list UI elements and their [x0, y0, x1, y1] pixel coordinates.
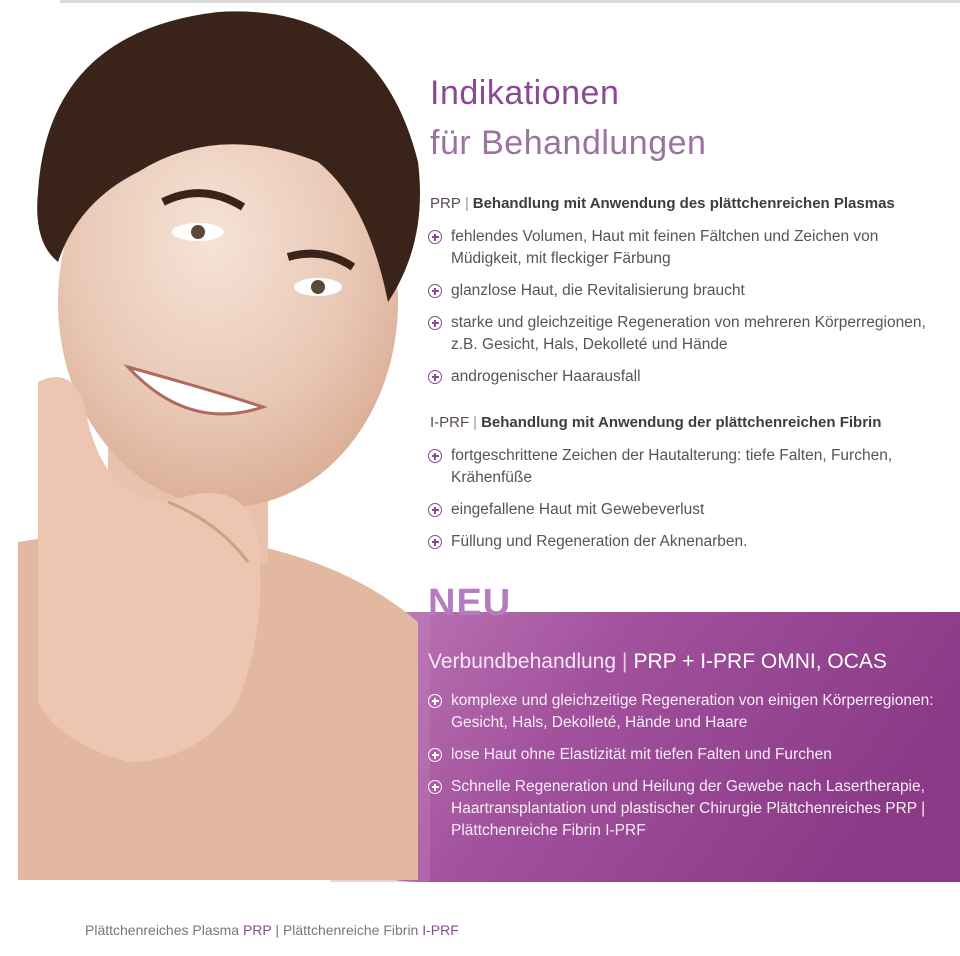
- list-item-text: glanzlose Haut, die Revitalisierung braucht: [451, 282, 745, 299]
- plus-circle-icon: [428, 535, 442, 549]
- list-item: [428, 690, 948, 734]
- footer-mark2: I-PRF: [422, 922, 459, 938]
- page-title-line1: Indikationen: [430, 74, 620, 112]
- new-badge: NEU: [428, 582, 512, 624]
- combo-section-heading: [428, 650, 887, 674]
- footer-caption: [85, 922, 459, 938]
- list-item: [428, 776, 948, 842]
- footer-mark1: PRP: [242, 922, 272, 938]
- iprf-section-heading: [430, 414, 881, 431]
- plus-circle-icon: [428, 230, 442, 244]
- list-item-text: Schnelle Regeneration und Heilung der Gewebe nach Lasertherapie, Haartransplantation und plastischer Chirurgie Plättchenreiches PRP | Plättchenreiche Fibrin I-PRF: [451, 778, 926, 839]
- list-item: [428, 445, 948, 489]
- list-item: [428, 280, 948, 302]
- plus-circle-icon: [428, 370, 442, 384]
- iprf-separator: |: [473, 414, 478, 431]
- list-item: [428, 366, 948, 388]
- list-item: [428, 531, 948, 553]
- plus-circle-icon: [428, 503, 442, 517]
- combo-separator: |: [622, 650, 628, 673]
- footer-part2: Plättchenreiche Fibrin: [282, 922, 423, 938]
- plus-circle-icon: [428, 449, 442, 463]
- list-item-text: fehlendes Volumen, Haut mit feinen Fältchen und Zeichen von Müdigkeit, mit fleckiger Färbung: [451, 228, 879, 267]
- list-item-text: eingefallene Haut mit Gewebeverlust: [451, 501, 705, 518]
- plus-circle-icon: [428, 748, 442, 762]
- plus-circle-icon: [428, 694, 442, 708]
- footer-part1: Plättchenreiches Plasma: [85, 922, 243, 938]
- combo-highlight: PRP + I-PRF OMNI, OCAS: [633, 650, 887, 673]
- list-item: [428, 312, 948, 356]
- combo-indication-list: [428, 690, 948, 852]
- list-item: [428, 744, 948, 766]
- plus-circle-icon: [428, 316, 442, 330]
- iprf-indication-list: [428, 445, 948, 563]
- list-item-text: starke und gleichzeitige Regeneration von mehreren Körperregionen, z.B. Gesicht, Hals, Dekolleté und Hände: [451, 314, 926, 353]
- prp-section-heading: [430, 195, 895, 212]
- list-item-text: komplexe und gleichzeitige Regeneration von einigen Körperregionen: Gesicht, Hals, Dekolleté, Hände und Haare: [451, 692, 934, 731]
- list-item-text: androgenischer Haarausfall: [451, 368, 641, 385]
- list-item-text: fortgeschrittene Zeichen der Hautalterung: tiefe Falten, Furchen, Krähenfüße: [451, 447, 893, 486]
- footer-separator: |: [271, 922, 283, 938]
- list-item: [428, 499, 948, 521]
- list-item: [428, 226, 948, 270]
- iprf-description: Behandlung mit Anwendung der plättchenreichen Fibrin: [481, 414, 882, 431]
- prp-separator: |: [464, 195, 469, 212]
- list-item-text: lose Haut ohne Elastizität mit tiefen Falten und Furchen: [451, 746, 832, 763]
- portrait-photo: [18, 2, 438, 880]
- prp-abbr: PRP: [430, 195, 461, 212]
- list-item-text: Füllung und Regeneration der Aknenarben.: [451, 533, 748, 550]
- combo-lead: Verbundbehandlung: [428, 650, 617, 673]
- plus-circle-icon: [428, 284, 442, 298]
- prp-indication-list: [428, 226, 948, 398]
- page-title-line2: für Behandlungen: [430, 124, 707, 162]
- iprf-abbr: I-PRF: [430, 414, 470, 431]
- plus-circle-icon: [428, 780, 442, 794]
- prp-description: Behandlung mit Anwendung des plättchenreichen Plasmas: [472, 195, 895, 212]
